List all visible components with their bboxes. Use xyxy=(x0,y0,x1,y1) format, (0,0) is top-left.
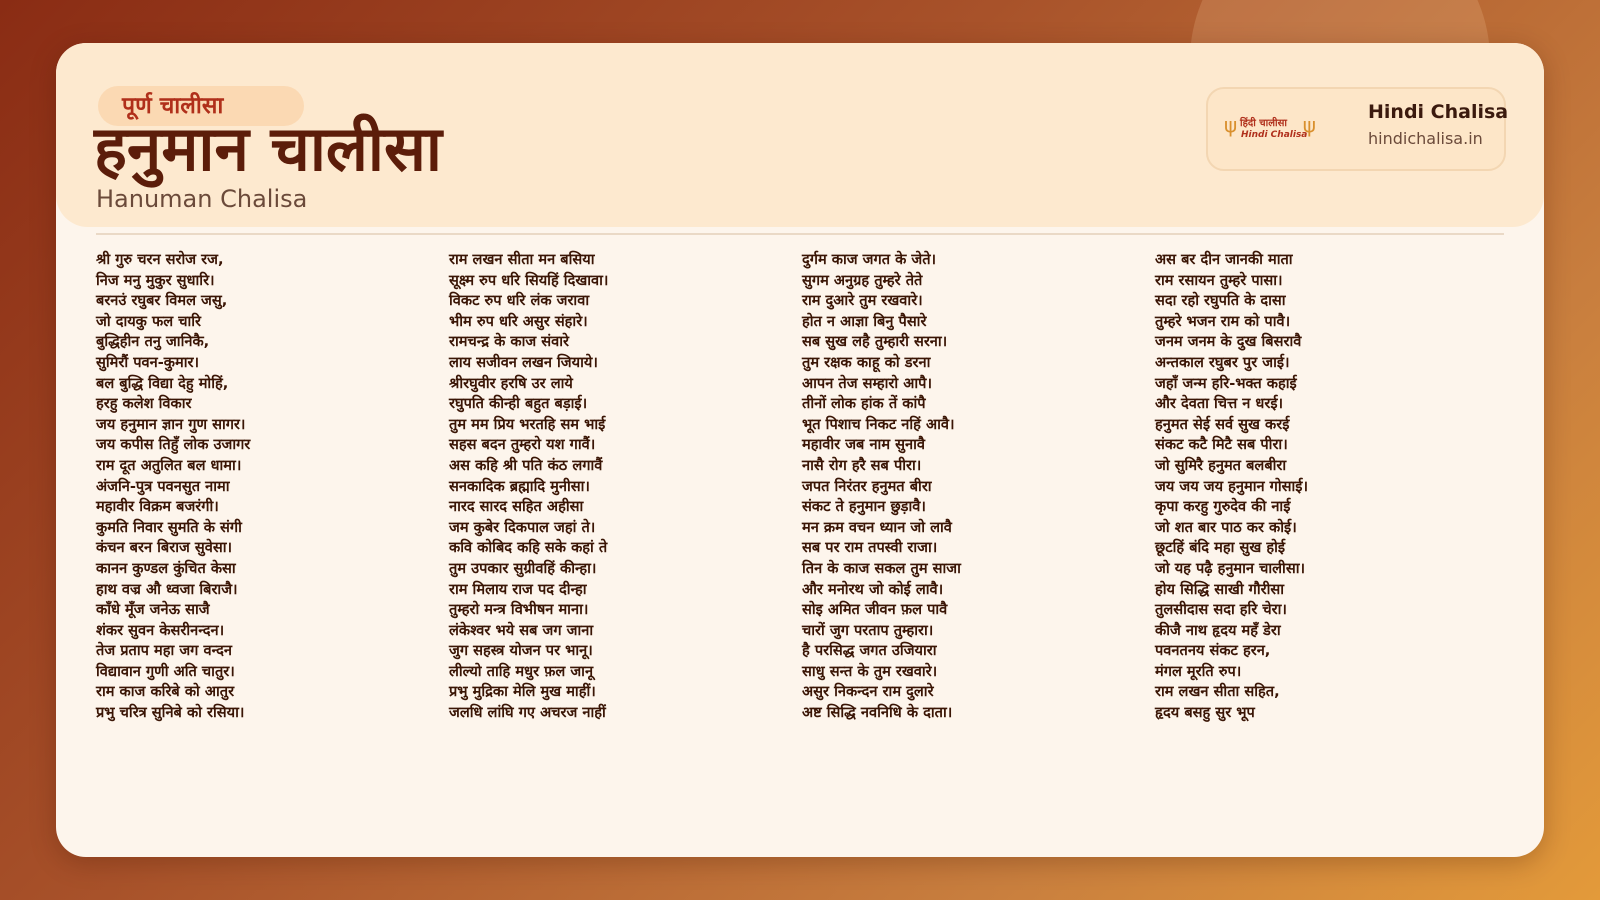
verse-line: जो यह पढ़ै हनुमान चालीसा। xyxy=(1155,559,1306,577)
verse-line: सुमिरौं पवन-कुमार। xyxy=(96,353,199,371)
verse-line: काँधे मूँज जनेऊ साजै xyxy=(96,601,210,619)
verse-line: तुलसीदास सदा हरि चेरा। xyxy=(1155,601,1287,619)
verse-line: श्रीरघुवीर हरषि उर लाये xyxy=(449,374,573,392)
verse-line: जलधि लांघि गए अचरज नाहीं xyxy=(449,704,606,722)
verse-line: तेज प्रताप महा जग वन्दन xyxy=(96,642,232,660)
verse-line: जहाँ जन्म हरि-भक्त कहाई xyxy=(1155,374,1297,392)
verse-line: जपत निरंतर हनुमत बीरा xyxy=(802,477,932,495)
verse-line: रघुपति कीन्ही बहुत बड़ाई। xyxy=(449,395,588,413)
verse-line: अस बर दीन जानकी माता xyxy=(1155,251,1293,268)
verse-line: अस कहि श्री पति कंठ लगावैं xyxy=(449,456,603,474)
verse-line: महावीर जब नाम सुनावै xyxy=(802,436,925,454)
verse-line: सब पर राम तपस्वी राजा। xyxy=(802,539,938,557)
verse-line: पवनतनय संकट हरन, xyxy=(1155,642,1271,660)
verse-line: होय सिद्धि साखी गौरीसा xyxy=(1155,580,1285,598)
verse-line: लाय सजीवन लखन जियाये। xyxy=(449,353,598,371)
verse-line: भूत पिशाच निकट नहिं आवै। xyxy=(802,415,955,433)
verse-line: विद्यावान गुणी अति चातुर। xyxy=(96,662,235,680)
verse-line: लंकेश्वर भये सब जग जाना xyxy=(449,621,594,639)
verse-line: तुम्हरे भजन राम को पावै। xyxy=(1155,312,1291,330)
verse-column-3 xyxy=(802,250,1142,724)
verse-line: निज मनु मुकुर सुधारि। xyxy=(96,271,215,289)
verse-line: मन क्रम वचन ध्यान जो लावै xyxy=(802,518,952,536)
verse-line: सब सुख लहै तुम्हारी सरना। xyxy=(802,333,948,351)
verse-line: राम दुआरे तुम रखवारे। xyxy=(802,292,923,310)
verse-line: मंगल मूरति रुप। xyxy=(1155,662,1242,680)
brand-name: Hindi Chalisa xyxy=(1368,101,1509,123)
logo-text-english: Hindi Chalisa xyxy=(1241,130,1308,140)
verse-line: तुम मम प्रिय भरतहि सम भाई xyxy=(449,415,606,433)
verse-line: तीनों लोक हांक तें कांपै xyxy=(802,395,926,413)
trident-icon: ψ xyxy=(1224,113,1238,137)
verse-line: अष्ट सिद्धि नवनिधि के दाता। xyxy=(802,704,953,722)
verse-line: अंजनि-पुत्र पवनसुत नामा xyxy=(96,477,230,495)
verse-line: कवि कोबिद कहि सके कहां ते xyxy=(449,539,608,557)
verse-line: चारों जुग परताप तुम्हारा। xyxy=(802,621,934,639)
page-title: हनुमान चालीसा xyxy=(94,112,442,185)
verse-line: छूटहिं बंदि महा सुख होई xyxy=(1155,539,1286,557)
verse-line: बल बुद्धि विद्या देहु मोहिं, xyxy=(96,374,229,392)
verse-line: जय जय जय हनुमान गोसाई। xyxy=(1155,477,1308,495)
verse-line: आपन तेज सम्हारो आपै। xyxy=(802,374,932,392)
verse-line: तुम रक्षक काहू को डरना xyxy=(802,353,931,371)
verse-line: राम काज करिबे को आतुर xyxy=(96,683,235,701)
verse-line: जय हनुमान ज्ञान गुण सागर। xyxy=(96,415,246,433)
verse-line: शंकर सुवन केसरीनन्दन। xyxy=(96,621,225,639)
chalisa-card xyxy=(56,43,1544,857)
verse-line: सदा रहो रघुपति के दासा xyxy=(1155,292,1286,310)
verse-line: रामचन्द्र के काज संवारे xyxy=(449,333,569,351)
verse-line: विकट रुप धरि लंक जरावा xyxy=(449,292,590,310)
verse-line: जय कपीस तिहुँ लोक उजागर xyxy=(96,436,251,454)
card-header xyxy=(56,43,1544,227)
verse-line: सनकादिक ब्रह्मादि मुनीसा। xyxy=(449,477,590,495)
verse-line: जनम जनम के दुख बिसरावै xyxy=(1155,333,1302,351)
verse-column-2 xyxy=(449,250,789,724)
verse-column-1 xyxy=(96,250,436,724)
verse-line: कीजै नाथ हृदय महँ डेरा xyxy=(1155,621,1281,639)
verse-line: कुमति निवार सुमति के संगी xyxy=(96,518,242,536)
brand-box[interactable] xyxy=(1206,87,1509,171)
verse-line: जम कुबेर दिकपाल जहां ते। xyxy=(449,518,596,536)
verse-line: बुद्धिहीन तनु जानिकै, xyxy=(96,333,210,351)
verse-line: राम मिलाय राज पद दीन्हा xyxy=(449,580,587,598)
verse-line: संकट ते हनुमान छुड़ावै। xyxy=(802,498,926,516)
verse-line: साधु सन्त के तुम रखवारे। xyxy=(802,662,938,680)
verse-line: तुम्हरो मन्त्र विभीषन माना। xyxy=(449,601,589,619)
verse-line: राम लखन सीता मन बसिया xyxy=(449,251,595,268)
page-subtitle: Hanuman Chalisa xyxy=(96,185,308,213)
verse-line: राम रसायन तुम्हरे पासा। xyxy=(1155,271,1283,289)
verse-line: है परसिद्ध जगत उजियारा xyxy=(802,642,937,660)
verse-line: जो शत बार पाठ कर कोई। xyxy=(1155,518,1297,536)
verse-line: जो सुमिरै हनुमत बलबीरा xyxy=(1155,456,1287,474)
verse-line: हाथ वज्र औ ध्वजा बिराजै। xyxy=(96,580,238,598)
verse-line: कृपा करहु गुरुदेव की नाई xyxy=(1155,498,1291,516)
verse-line: अन्तकाल रघुबर पुर जाई। xyxy=(1155,353,1290,371)
verse-line: जुग सहस्त्र योजन पर भानू। xyxy=(449,642,593,660)
verse-line: लील्यो ताहि मधुर फ़ल जानू xyxy=(449,662,594,680)
verse-line: सहस बदन तुम्हरो यश गावैं। xyxy=(449,436,596,454)
trident-icon: ψ xyxy=(1302,113,1316,137)
verse-line: तुम उपकार सुग्रीवहिं कीन्हा। xyxy=(449,559,597,577)
verse-line: और देवता चित्त न धरई। xyxy=(1155,395,1284,413)
verse-line: हनुमत सेई सर्व सुख करई xyxy=(1155,415,1290,433)
verse-line: हृदय बसहु सुर भूप xyxy=(1155,704,1255,722)
verse-line: सोइ अमित जीवन फ़ल पावै xyxy=(802,601,948,619)
verse-columns xyxy=(96,250,1516,810)
brand-url[interactable]: hindichalisa.in xyxy=(1368,129,1483,148)
verse-line: हरहु कलेश विकार xyxy=(96,395,192,413)
brand-logo xyxy=(1224,111,1316,147)
verse-line: दुर्गम काज जगत के जेते। xyxy=(802,251,937,268)
verse-line: असुर निकन्दन राम दुलारे xyxy=(802,683,934,701)
verse-line: भीम रुप धरि असुर संहारे। xyxy=(449,312,588,330)
verse-line: जो दायकु फल चारि xyxy=(96,312,201,330)
verse-line: होत न आज्ञा बिनु पैसारे xyxy=(802,312,927,330)
verse-line: प्रभु चरित्र सुनिबे को रसिया। xyxy=(96,704,245,722)
verse-line: श्री गुरु चरन सरोज रज, xyxy=(96,251,224,268)
logo-text-hindi: हिंदी चालीसा xyxy=(1240,118,1287,129)
category-badge: पूर्ण चालीसा xyxy=(98,86,304,126)
verse-line: नारद सारद सहित अहीसा xyxy=(449,498,584,516)
verse-line: और मनोरथ जो कोई लावै। xyxy=(802,580,944,598)
verse-line: संकट कटै मिटै सब पीरा। xyxy=(1155,436,1288,454)
verse-line: सुगम अनुग्रह तुम्हरे तेते xyxy=(802,271,923,289)
verse-line: नासै रोग हरै सब पीरा। xyxy=(802,456,922,474)
verse-line: महावीर विक्रम बजरंगी। xyxy=(96,498,219,516)
verse-line: सूक्ष्म रुप धरि सियहिं दिखावा। xyxy=(449,271,609,289)
verse-line: तिन के काज सकल तुम साजा xyxy=(802,559,961,577)
verse-line: प्रभु मुद्रिका मेलि मुख माहीं। xyxy=(449,683,596,701)
verse-line: राम दूत अतुलित बल धामा। xyxy=(96,456,242,474)
verse-line: राम लखन सीता सहित, xyxy=(1155,683,1280,701)
verse-line: कानन कुण्डल कुंचित केसा xyxy=(96,559,236,577)
verse-line: बरनउं रघुबर विमल जसु, xyxy=(96,292,228,310)
verse-line: कंचन बरन बिराज सुवेसा। xyxy=(96,539,233,557)
verse-column-4 xyxy=(1155,250,1495,724)
header-divider xyxy=(96,233,1504,235)
